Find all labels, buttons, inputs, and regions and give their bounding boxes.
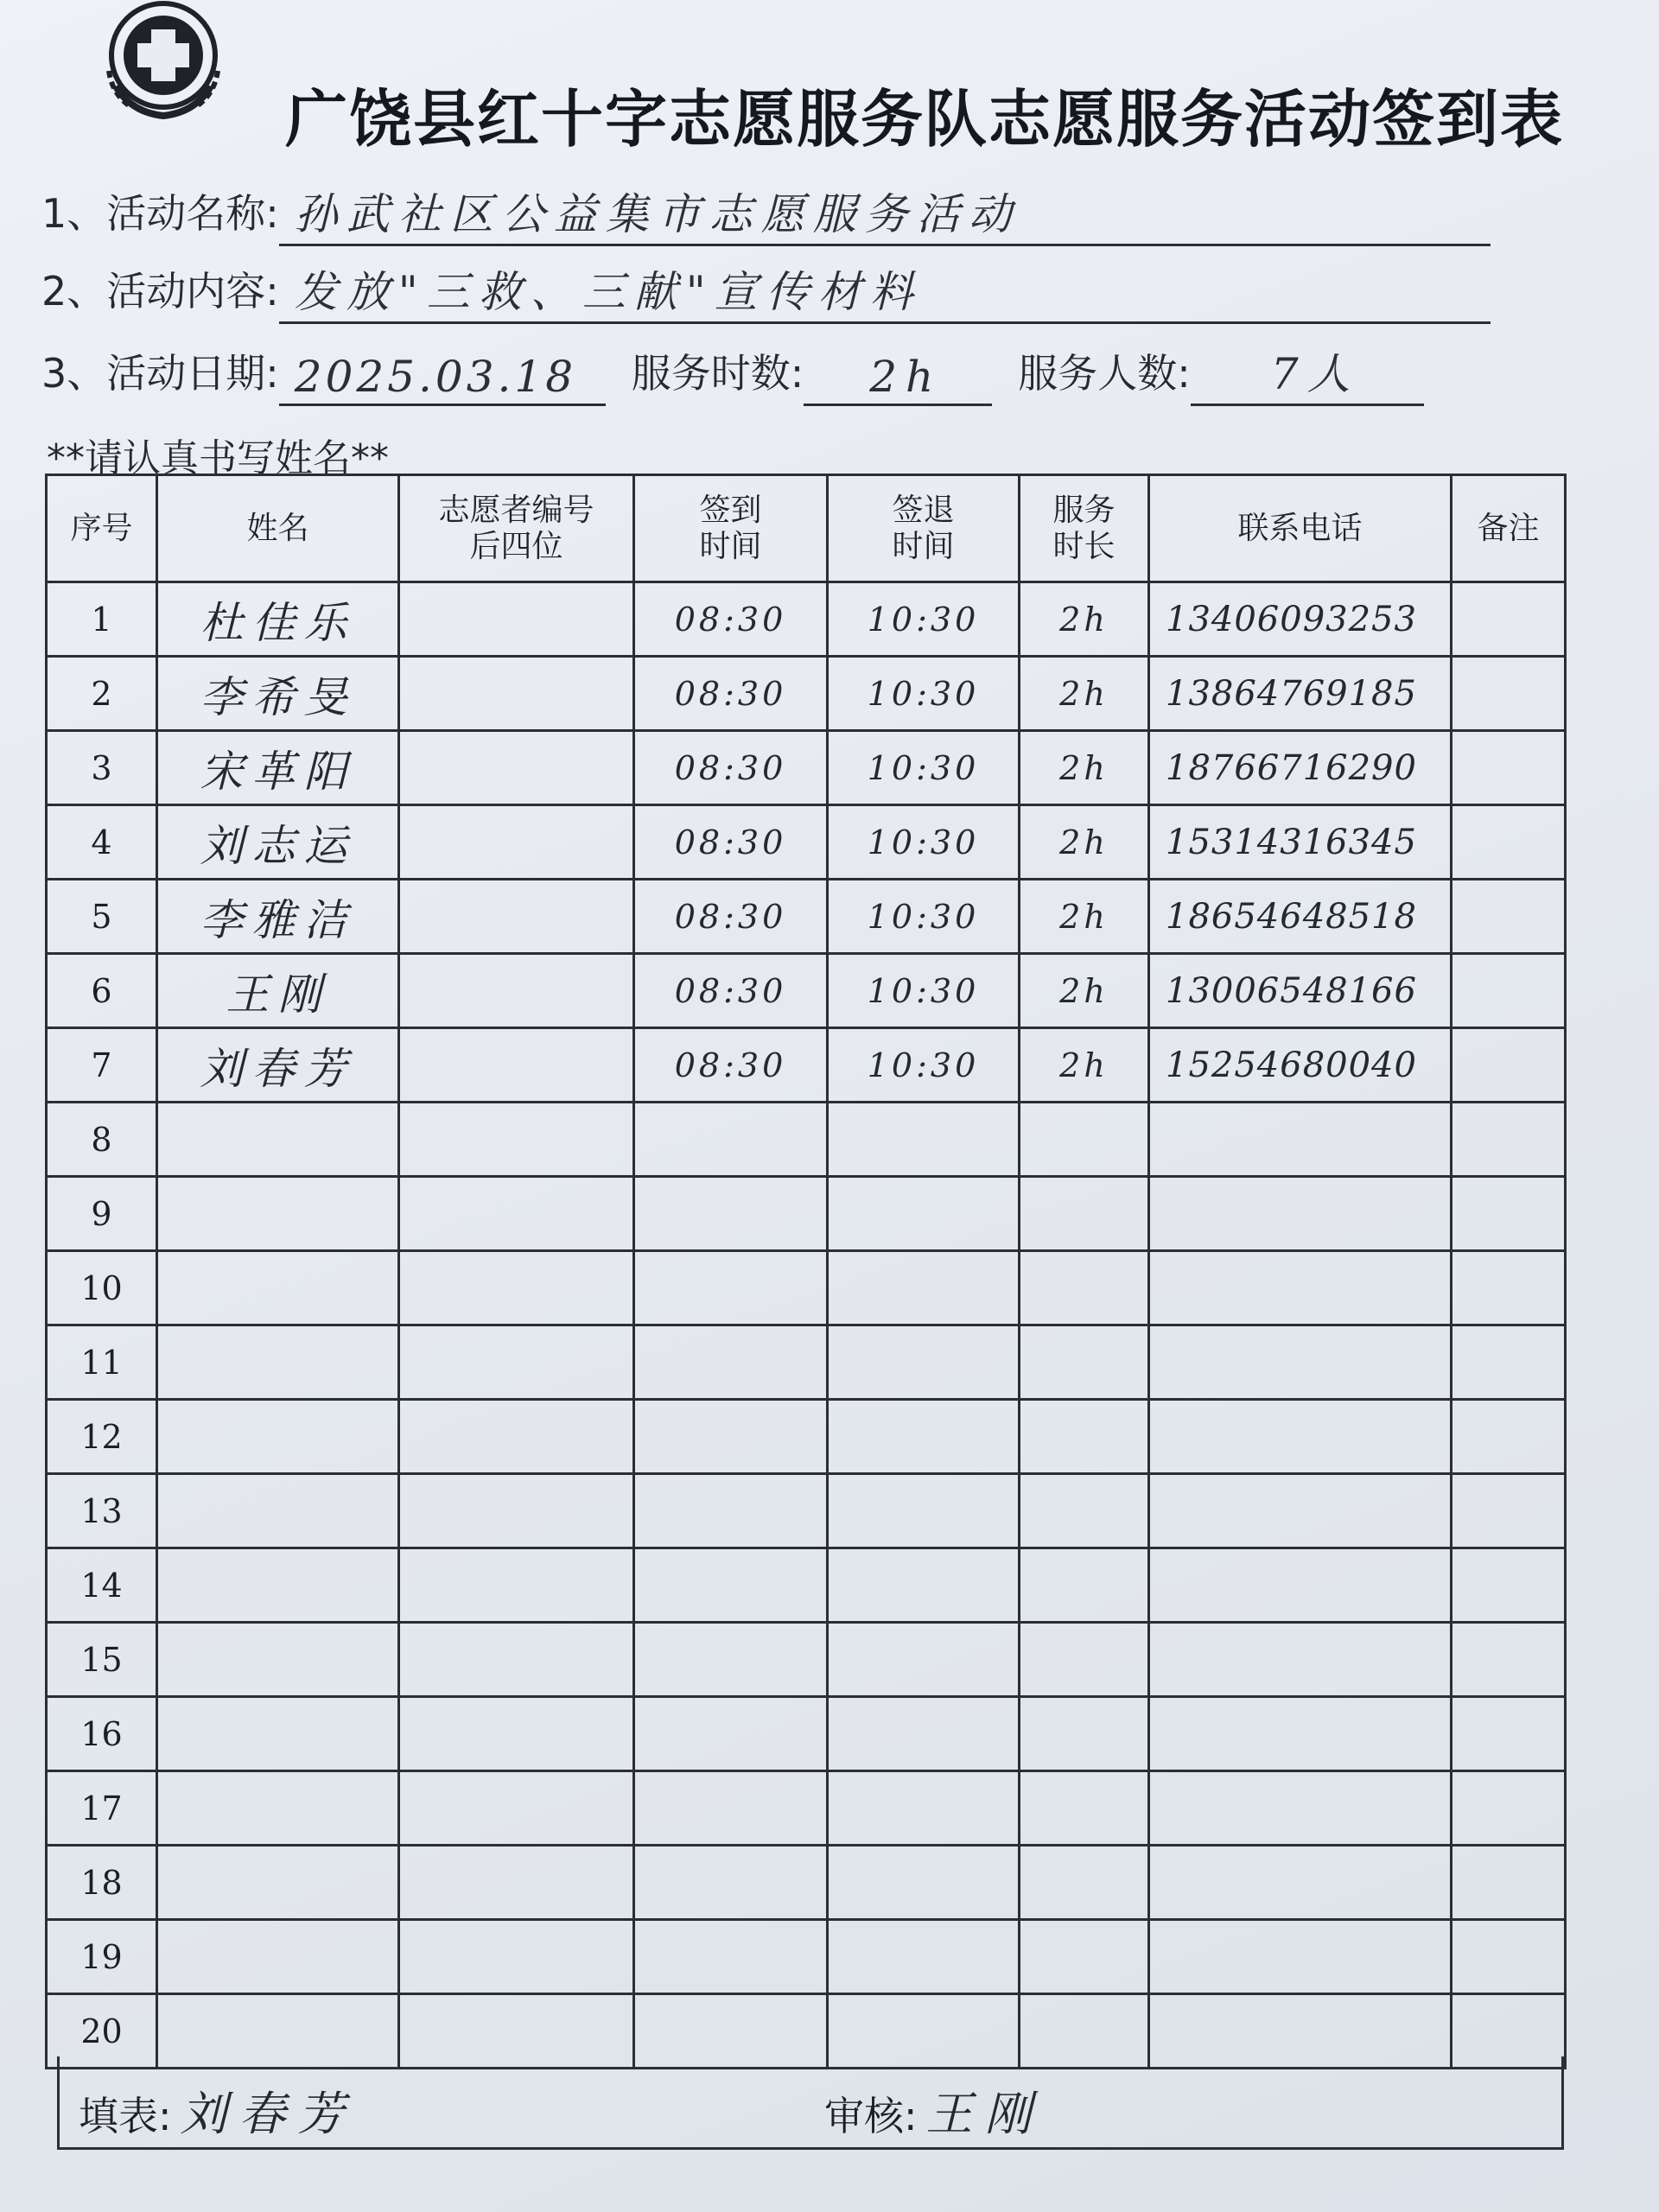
table-row (47, 1177, 1566, 1251)
sign-in-time-cell[interactable]: 08:30 (634, 657, 828, 731)
name-cell[interactable] (157, 1474, 399, 1548)
sign-out-time-cell[interactable] (828, 1325, 1020, 1400)
name-cell[interactable] (157, 1400, 399, 1474)
volunteer-id-cell[interactable] (399, 1325, 634, 1400)
name-cell[interactable]: 王刚 (157, 954, 399, 1028)
table-row (47, 1697, 1566, 1771)
phone-cell[interactable]: 13864769185 (1149, 657, 1452, 731)
service-duration-cell[interactable] (1020, 1771, 1149, 1846)
phone-cell[interactable] (1149, 1920, 1452, 1994)
row-number-cell: 12 (47, 1400, 157, 1474)
remark-cell[interactable] (1452, 1846, 1566, 1920)
sign-in-time-cell[interactable] (634, 1325, 828, 1400)
activity-name-field[interactable]: 孙武社区公益集市志愿服务活动 (279, 189, 1491, 246)
activity-date-row (41, 346, 1424, 406)
activity-content-label: 2、活动内容: (41, 268, 279, 315)
table-row (47, 1251, 1566, 1325)
phone-cell[interactable]: 15254680040 (1149, 1028, 1452, 1103)
phone-cell[interactable]: 18654648518 (1149, 880, 1452, 954)
sign-in-time-cell[interactable] (634, 1697, 828, 1771)
table-row (47, 1325, 1566, 1400)
volunteer-id-cell[interactable] (399, 731, 634, 805)
name-cell[interactable]: 宋革阳 (157, 731, 399, 805)
sign-out-time-cell[interactable] (828, 1697, 1020, 1771)
sign-out-time-cell[interactable]: 10:30 (828, 880, 1020, 954)
service-duration-cell[interactable] (1020, 1548, 1149, 1623)
row-number-cell: 6 (47, 954, 157, 1028)
red-cross-emblem-icon (97, 0, 230, 121)
remark-cell[interactable] (1452, 1103, 1566, 1177)
sign-out-time-cell[interactable] (828, 1548, 1020, 1623)
sign-out-time-cell[interactable]: 10:30 (828, 657, 1020, 731)
sign-out-time-cell[interactable]: 10:30 (828, 954, 1020, 1028)
remark-cell[interactable] (1452, 1177, 1566, 1251)
phone-cell[interactable] (1149, 1325, 1452, 1400)
service-duration-cell[interactable]: 2h (1020, 1028, 1149, 1103)
volunteer-id-cell[interactable] (399, 657, 634, 731)
name-cell[interactable] (157, 1177, 399, 1251)
volunteer-id-cell[interactable] (399, 1697, 634, 1771)
sign-out-time-cell[interactable]: 10:30 (828, 731, 1020, 805)
activity-content-field[interactable]: 发放"三救、三献"宣传材料 (279, 267, 1491, 324)
volunteer-id-cell[interactable] (399, 1920, 634, 1994)
service-duration-cell[interactable]: 2h (1020, 582, 1149, 657)
row-number-cell: 13 (47, 1474, 157, 1548)
phone-cell[interactable] (1149, 1697, 1452, 1771)
table-row (47, 1103, 1566, 1177)
service-duration-cell[interactable]: 2h (1020, 954, 1149, 1028)
service-duration-cell[interactable] (1020, 1846, 1149, 1920)
sign-in-time-cell[interactable] (634, 1920, 828, 1994)
sign-out-time-cell[interactable] (828, 1846, 1020, 1920)
remark-cell[interactable] (1452, 805, 1566, 880)
remark-cell[interactable] (1452, 1697, 1566, 1771)
service-duration-cell[interactable] (1020, 1920, 1149, 1994)
phone-cell[interactable] (1149, 1103, 1452, 1177)
phone-cell[interactable] (1149, 1623, 1452, 1697)
row-number-cell: 17 (47, 1771, 157, 1846)
phone-cell[interactable]: 13006548166 (1149, 954, 1452, 1028)
name-cell[interactable] (157, 1846, 399, 1920)
service-duration-cell[interactable] (1020, 1325, 1149, 1400)
service-duration-cell[interactable] (1020, 1177, 1149, 1251)
table-row (47, 1028, 1566, 1103)
volunteer-id-cell[interactable] (399, 880, 634, 954)
name-cell[interactable] (157, 1771, 399, 1846)
sign-out-time-cell[interactable] (828, 1920, 1020, 1994)
write-name-notice: **请认真书写姓名** (47, 436, 389, 480)
row-number-cell: 7 (47, 1028, 157, 1103)
column-header: 姓名 (157, 475, 399, 582)
page-title: 广饶县红十字志愿服务队志愿服务活动签到表 (285, 82, 1565, 156)
activity-date-label: 3、活动日期: (41, 350, 279, 397)
row-number-cell: 16 (47, 1697, 157, 1771)
phone-cell[interactable] (1149, 1177, 1452, 1251)
remark-cell[interactable] (1452, 1623, 1566, 1697)
name-cell[interactable] (157, 1251, 399, 1325)
table-header-row (47, 475, 1566, 582)
column-header: 签退 时间 (828, 475, 1020, 582)
volunteer-id-cell[interactable] (399, 1771, 634, 1846)
table-row (47, 1623, 1566, 1697)
table-row (47, 880, 1566, 954)
table-row (47, 805, 1566, 880)
column-header: 志愿者编号 后四位 (399, 475, 634, 582)
name-cell[interactable] (157, 1103, 399, 1177)
row-number-cell: 20 (47, 1994, 157, 2069)
service-hours-field[interactable]: 2h (804, 349, 992, 406)
volunteer-id-cell[interactable] (399, 954, 634, 1028)
sign-out-time-cell[interactable]: 10:30 (828, 1028, 1020, 1103)
filled-by-signature[interactable]: 刘春芳 (180, 2087, 357, 2141)
table-row (47, 1920, 1566, 1994)
reviewer-block (824, 2077, 1044, 2144)
remark-cell[interactable] (1452, 1474, 1566, 1548)
service-duration-cell[interactable] (1020, 1400, 1149, 1474)
phone-cell[interactable] (1149, 1474, 1452, 1548)
service-hours-label: 服务时数: (631, 350, 804, 397)
table-row (47, 582, 1566, 657)
name-cell[interactable]: 刘志运 (157, 805, 399, 880)
sign-in-time-cell[interactable]: 08:30 (634, 805, 828, 880)
sign-in-time-cell[interactable] (634, 1548, 828, 1623)
remark-cell[interactable] (1452, 582, 1566, 657)
row-number-cell: 18 (47, 1846, 157, 1920)
name-cell[interactable]: 李雅洁 (157, 880, 399, 954)
volunteer-id-cell[interactable] (399, 1251, 634, 1325)
row-number-cell: 14 (47, 1548, 157, 1623)
sign-in-time-cell[interactable] (634, 1623, 828, 1697)
phone-cell[interactable] (1149, 1548, 1452, 1623)
remark-cell[interactable] (1452, 731, 1566, 805)
table-row (47, 1474, 1566, 1548)
sign-in-time-cell[interactable] (634, 1400, 828, 1474)
name-cell[interactable] (157, 1325, 399, 1400)
activity-date-field[interactable]: 2025.03.18 (279, 349, 606, 406)
sign-in-time-cell[interactable] (634, 1103, 828, 1177)
row-number-cell: 8 (47, 1103, 157, 1177)
activity-name-row (41, 186, 1491, 246)
remark-cell[interactable] (1452, 1028, 1566, 1103)
row-number-cell: 19 (47, 1920, 157, 1994)
phone-cell[interactable]: 18766716290 (1149, 731, 1452, 805)
column-header: 签到 时间 (634, 475, 828, 582)
service-duration-cell[interactable] (1020, 1697, 1149, 1771)
activity-name-label: 1、活动名称: (41, 190, 279, 237)
sign-in-time-cell[interactable]: 08:30 (634, 954, 828, 1028)
remark-cell[interactable] (1452, 954, 1566, 1028)
row-number-cell: 1 (47, 582, 157, 657)
remark-cell[interactable] (1452, 1548, 1566, 1623)
service-duration-cell[interactable] (1020, 1474, 1149, 1548)
volunteer-id-cell[interactable] (399, 1623, 634, 1697)
name-cell[interactable] (157, 1623, 399, 1697)
remark-cell[interactable] (1452, 657, 1566, 731)
service-duration-cell[interactable]: 2h (1020, 880, 1149, 954)
table-row (47, 954, 1566, 1028)
activity-content-row (41, 264, 1491, 324)
name-cell[interactable] (157, 1548, 399, 1623)
remark-cell[interactable] (1452, 1251, 1566, 1325)
remark-cell[interactable] (1452, 1771, 1566, 1846)
volunteer-id-cell[interactable] (399, 582, 634, 657)
remark-cell[interactable] (1452, 1325, 1566, 1400)
phone-cell[interactable] (1149, 1846, 1452, 1920)
remark-cell[interactable] (1452, 880, 1566, 954)
reviewer-signature[interactable]: 王刚 (925, 2087, 1044, 2141)
filled-by-label: 填表: (79, 2093, 172, 2139)
column-header: 序号 (47, 475, 157, 582)
sign-in-time-cell[interactable]: 08:30 (634, 880, 828, 954)
sign-out-time-cell[interactable] (828, 1251, 1020, 1325)
sign-in-time-cell[interactable] (634, 1251, 828, 1325)
row-number-cell: 2 (47, 657, 157, 731)
name-cell[interactable]: 杜佳乐 (157, 582, 399, 657)
row-number-cell: 10 (47, 1251, 157, 1325)
volunteer-id-cell[interactable] (399, 1548, 634, 1623)
sign-in-time-cell[interactable] (634, 1846, 828, 1920)
service-people-field[interactable]: 7人 (1191, 349, 1424, 406)
sign-out-time-cell[interactable]: 10:30 (828, 805, 1020, 880)
sign-in-time-cell[interactable] (634, 1474, 828, 1548)
column-header: 联系电话 (1149, 475, 1452, 582)
table-row (47, 657, 1566, 731)
service-duration-cell[interactable]: 2h (1020, 731, 1149, 805)
service-duration-cell[interactable]: 2h (1020, 805, 1149, 880)
sign-in-table (45, 474, 1567, 2069)
column-header: 备注 (1452, 475, 1566, 582)
remark-cell[interactable] (1452, 1920, 1566, 1994)
service-duration-cell[interactable] (1020, 1103, 1149, 1177)
sign-out-time-cell[interactable] (828, 1474, 1020, 1548)
table-row (47, 1548, 1566, 1623)
volunteer-id-cell[interactable] (399, 1846, 634, 1920)
sign-in-time-cell[interactable]: 08:30 (634, 1028, 828, 1103)
row-number-cell: 9 (47, 1177, 157, 1251)
name-cell[interactable] (157, 1697, 399, 1771)
phone-cell[interactable]: 13406093253 (1149, 582, 1452, 657)
sign-in-time-cell[interactable]: 08:30 (634, 731, 828, 805)
row-number-cell: 15 (47, 1623, 157, 1697)
row-number-cell: 3 (47, 731, 157, 805)
sign-in-time-cell[interactable]: 08:30 (634, 582, 828, 657)
row-number-cell: 5 (47, 880, 157, 954)
name-cell[interactable] (157, 1920, 399, 1994)
reviewer-label: 审核: (824, 2093, 918, 2139)
sign-out-time-cell[interactable] (828, 1103, 1020, 1177)
service-duration-cell[interactable] (1020, 1251, 1149, 1325)
signature-footer (57, 2056, 1564, 2150)
table-row (47, 731, 1566, 805)
name-cell[interactable]: 李希旻 (157, 657, 399, 731)
volunteer-id-cell[interactable] (399, 1103, 634, 1177)
row-number-cell: 4 (47, 805, 157, 880)
phone-cell[interactable]: 15314316345 (1149, 805, 1452, 880)
sign-out-time-cell[interactable] (828, 1177, 1020, 1251)
column-header: 服务 时长 (1020, 475, 1149, 582)
phone-cell[interactable] (1149, 1771, 1452, 1846)
service-duration-cell[interactable]: 2h (1020, 657, 1149, 731)
sign-in-time-cell[interactable] (634, 1771, 828, 1846)
sign-out-time-cell[interactable] (828, 1771, 1020, 1846)
service-duration-cell[interactable] (1020, 1623, 1149, 1697)
volunteer-id-cell[interactable] (399, 1474, 634, 1548)
sign-out-time-cell[interactable] (828, 1400, 1020, 1474)
phone-cell[interactable] (1149, 1400, 1452, 1474)
volunteer-id-cell[interactable] (399, 1400, 634, 1474)
table-row (47, 1400, 1566, 1474)
row-number-cell: 11 (47, 1325, 157, 1400)
sign-in-time-cell[interactable] (634, 1177, 828, 1251)
volunteer-id-cell[interactable] (399, 1177, 634, 1251)
table-row (47, 1846, 1566, 1920)
service-people-label: 服务人数: (1018, 350, 1191, 397)
sign-out-time-cell[interactable]: 10:30 (828, 582, 1020, 657)
volunteer-id-cell[interactable] (399, 1028, 634, 1103)
remark-cell[interactable] (1452, 1400, 1566, 1474)
phone-cell[interactable] (1149, 1251, 1452, 1325)
volunteer-id-cell[interactable] (399, 805, 634, 880)
name-cell[interactable]: 刘春芳 (157, 1028, 399, 1103)
table-row (47, 1771, 1566, 1846)
sign-out-time-cell[interactable] (828, 1623, 1020, 1697)
filled-by-block (79, 2077, 357, 2144)
